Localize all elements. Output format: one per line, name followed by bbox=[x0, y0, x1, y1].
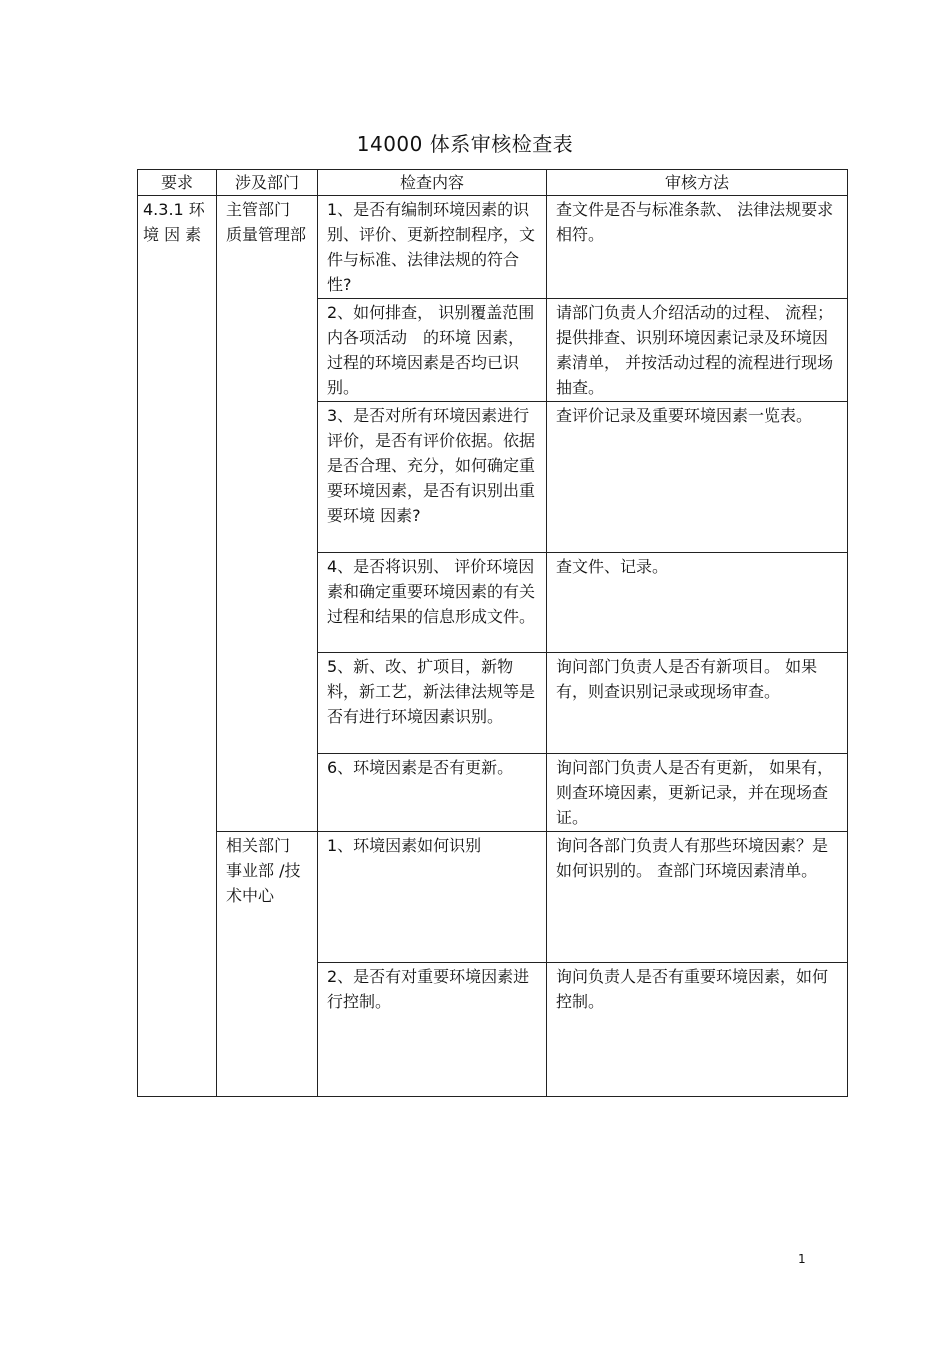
method-cell: 询问负责人是否有重要环境因素，如何控制。 bbox=[547, 963, 848, 1097]
content-cell: 1、环境因素如何识别 bbox=[318, 832, 547, 963]
content-cell: 2、是否有对重要环境因素进行控制。 bbox=[318, 963, 547, 1097]
header-content: 检查内容 bbox=[318, 170, 547, 196]
content-cell: 4、是否将识别、 评价环境因素和确定重要环境因素的有关过程和结果的信息形成文件。 bbox=[318, 553, 547, 653]
header-requirement: 要求 bbox=[138, 170, 217, 196]
method-cell: 查文件、记录。 bbox=[547, 553, 848, 653]
document-title: 14000 体系审核检查表 bbox=[356, 132, 574, 156]
header-method: 审核方法 bbox=[547, 170, 848, 196]
content-cell: 6、环境因素是否有更新。 bbox=[318, 754, 547, 832]
method-cell: 请部门负责人介绍活动的过程、 流程；提供排查、识别环境因素记录及环境因素清单， 并按活动过程的流程进行现场抽查。 bbox=[547, 299, 848, 402]
department-cell: 相关部门 事业部 /技术中心 bbox=[217, 832, 318, 1097]
content-cell: 2、如何排查， 识别覆盖范围内各项活动 的环境 因素，过程的环境因素是否均已识别。 bbox=[318, 299, 547, 402]
table-row bbox=[138, 196, 848, 299]
table-row bbox=[138, 832, 848, 963]
header-department: 涉及部门 bbox=[217, 170, 318, 196]
content-cell: 3、是否对所有环境因素进行评价，是否有评价依据。依据是否合理、充分，如何确定重要环境因素，是否有识别出重 要环境 因素? bbox=[318, 402, 547, 553]
method-cell: 询问各部门负责人有那些环境因素？是如何识别的。 查部门环境因素清单。 bbox=[547, 832, 848, 963]
department-cell: 主管部门 质量管理部 bbox=[217, 196, 318, 832]
table-header-row bbox=[138, 170, 848, 196]
page-number: 1 bbox=[798, 1252, 806, 1266]
audit-checklist-table bbox=[137, 169, 848, 1097]
method-cell: 查文件是否与标准条款、 法律法规要求相符。 bbox=[547, 196, 848, 299]
content-cell: 5、新、改、扩项目，新物料，新工艺，新法律法规等是否有进行环境因素识别。 bbox=[318, 653, 547, 754]
requirement-cell: 4.3.1 环 境 因 素 bbox=[138, 196, 217, 1097]
method-cell: 询问部门负责人是否有更新， 如果有，则查环境因素，更新记录，并在现场查证。 bbox=[547, 754, 848, 832]
content-cell: 1、是否有编制环境因素的识别、评价、更新控制程序，文件与标准、法律法规的符合性? bbox=[318, 196, 547, 299]
method-cell: 查评价记录及重要环境因素一览表。 bbox=[547, 402, 848, 553]
method-cell: 询问部门负责人是否有新项目。 如果有，则查识别记录或现场审查。 bbox=[547, 653, 848, 754]
